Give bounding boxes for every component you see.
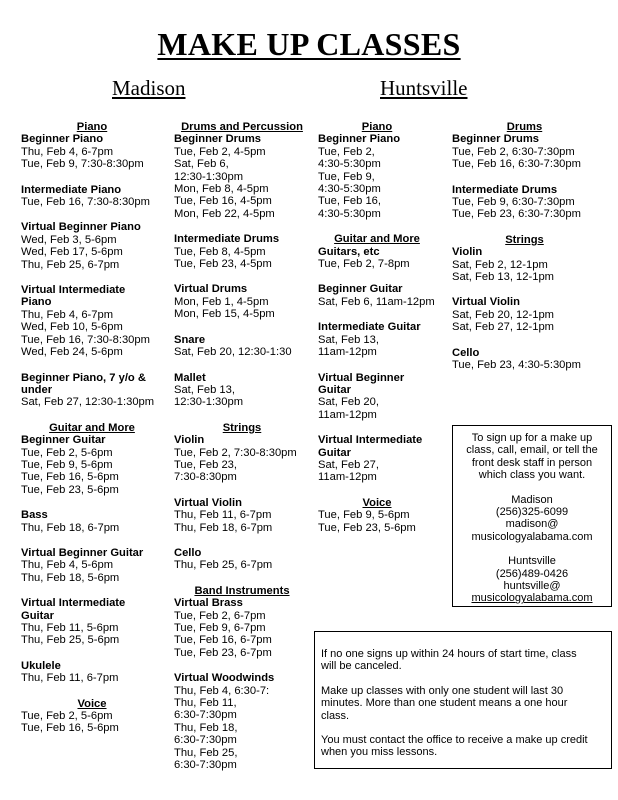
- section-block: [452, 121, 597, 221]
- class-entry: [174, 334, 310, 359]
- text-line: If no one signs up within 24 hours of start time, class: [321, 648, 577, 660]
- class-time: Tue, Feb 9, 6:30-7:30pm: [452, 196, 575, 209]
- text-line: To sign up for a make up: [471, 432, 593, 444]
- class-time: Sat, Feb 20, 12:30-1:30: [174, 346, 292, 359]
- class-time: 4:30-5:30pm: [318, 207, 381, 220]
- class-name: Cello: [452, 346, 480, 359]
- policy-credit: [321, 734, 605, 759]
- class-time: 6:30-7:30pm: [174, 734, 237, 747]
- text-line: musicologyalabama.com: [471, 530, 593, 543]
- text-line: (256)489-0426: [495, 567, 569, 580]
- class-entry: [21, 133, 163, 170]
- text-line: when you miss lessons.: [321, 746, 438, 759]
- text-line: madison@: [505, 518, 559, 531]
- class-time: 4:30-5:30pm: [318, 158, 381, 171]
- signup-intro: [457, 432, 607, 482]
- class-time: Thu, Feb 4, 6-7pm: [21, 308, 114, 321]
- class-name: Cello: [174, 546, 202, 559]
- class-entry: [174, 133, 310, 220]
- class-time: 11am-12pm: [318, 346, 377, 359]
- class-name: Beginner Piano: [21, 133, 104, 146]
- location-madison: Madison: [112, 76, 186, 100]
- section-block: [318, 121, 436, 220]
- class-name: Violin: [452, 246, 483, 259]
- class-name: Virtual Beginner Guitar: [21, 546, 144, 559]
- class-time: Sat, Feb 6, 11am-12pm: [318, 295, 435, 308]
- class-name: Virtual Intermediate: [318, 434, 423, 447]
- class-entry: [318, 133, 436, 220]
- section-header: Drums: [506, 121, 543, 133]
- class-entry: [318, 283, 436, 308]
- class-time: 6:30-7:30pm: [174, 709, 237, 722]
- class-name: Guitar: [318, 383, 351, 396]
- text-line: huntsville@: [503, 580, 561, 593]
- class-name: Guitar: [21, 609, 54, 622]
- class-time: Tue, Feb 16, 6-7pm: [174, 634, 272, 647]
- class-time: Thu, Feb 25, 6-7pm: [174, 559, 273, 572]
- class-entry: [174, 434, 310, 484]
- class-time: Sat, Feb 27, 12-1pm: [452, 321, 554, 334]
- section-header: Strings: [222, 421, 262, 434]
- class-entry: [174, 233, 310, 270]
- huntsville-column-1: [318, 121, 436, 547]
- class-time: Thu, Feb 18, 5-6pm: [21, 571, 120, 584]
- class-entry: [21, 710, 163, 735]
- class-time: Mon, Feb 8, 4-5pm: [174, 183, 269, 196]
- class-time: Thu, Feb 25, 6-7pm: [21, 258, 120, 271]
- class-time: Sat, Feb 27,: [318, 458, 379, 471]
- class-time: Mon, Feb 22, 4-5pm: [174, 207, 275, 220]
- class-entry: [452, 296, 597, 333]
- class-time: Tue, Feb 16, 7:30-8:30pm: [21, 196, 150, 209]
- class-time: Wed, Feb 24, 5-6pm: [21, 346, 123, 359]
- section-header: Guitar and More: [334, 233, 420, 246]
- class-name: Beginner Guitar: [21, 434, 106, 447]
- class-time: Sat, Feb 20, 12-1pm: [452, 308, 554, 321]
- class-name: Virtual Drums: [174, 283, 248, 296]
- class-time: Tue, Feb 23,: [174, 458, 238, 471]
- class-name: Virtual Intermediate: [21, 284, 126, 297]
- text-line: will be canceled.: [321, 660, 402, 673]
- text-line: musicologyalabama.com: [471, 592, 593, 605]
- class-time: Tue, Feb 2,: [318, 145, 375, 158]
- class-name: Bass: [21, 509, 48, 522]
- class-time: 12:30-1:30pm: [174, 396, 244, 409]
- class-entry: [21, 284, 163, 358]
- class-time: Tue, Feb 23, 4-5pm: [174, 258, 272, 271]
- class-time: 6:30-7:30pm: [174, 759, 237, 772]
- class-entry: [21, 547, 163, 584]
- class-entry: [21, 597, 163, 647]
- class-time: Wed, Feb 10, 5-6pm: [21, 321, 123, 334]
- class-entry: [318, 321, 436, 358]
- class-time: Mon, Feb 1, 4-5pm: [174, 295, 269, 308]
- class-time: 11am-12pm: [318, 471, 377, 484]
- class-time: 4:30-5:30pm: [318, 183, 381, 196]
- signup-info-box: [452, 425, 612, 607]
- text-line: class.: [321, 709, 350, 722]
- section-header: Strings: [505, 233, 544, 246]
- class-time: Thu, Feb 11, 6-7pm: [21, 672, 119, 685]
- class-name: Beginner Drums: [174, 133, 262, 146]
- class-time: Thu, Feb 11,: [174, 697, 237, 710]
- section-header: Guitar and More: [49, 421, 135, 434]
- section-header: Piano: [361, 121, 393, 133]
- class-entry: [174, 283, 310, 320]
- class-time: Tue, Feb 16, 7:30-8:30pm: [21, 333, 150, 346]
- class-time: Tue, Feb 9, 5-6pm: [318, 509, 410, 522]
- class-name: Intermediate Drums: [174, 233, 280, 246]
- class-entry: [21, 660, 163, 685]
- text-line: Make up classes with only one student will last 30: [321, 684, 564, 697]
- class-entry: [318, 372, 436, 422]
- class-time: Tue, Feb 2, 7-8pm: [318, 258, 410, 271]
- class-time: Tue, Feb 16,: [318, 195, 382, 208]
- class-entry: [21, 509, 163, 534]
- class-entry: [318, 434, 436, 484]
- class-time: Thu, Feb 18, 6-7pm: [174, 521, 273, 534]
- class-name: Virtual Violin: [452, 296, 520, 309]
- class-time: Tue, Feb 23, 5-6pm: [318, 521, 416, 534]
- class-time: Thu, Feb 4, 5-6pm: [21, 559, 114, 572]
- class-time: Tue, Feb 2, 5-6pm: [21, 710, 113, 723]
- text-line: (256)325-6099: [495, 506, 569, 519]
- class-time: Tue, Feb 16, 4-5pm: [174, 195, 272, 208]
- class-name: Ukulele: [21, 659, 61, 672]
- class-name: Violin: [174, 434, 205, 447]
- class-time: Thu, Feb 4, 6-7pm: [21, 145, 114, 158]
- class-time: Wed, Feb 3, 5-6pm: [21, 233, 117, 246]
- class-time: Tue, Feb 8, 4-5pm: [174, 245, 266, 258]
- text-line: Huntsville: [508, 555, 556, 568]
- section-block: [21, 121, 163, 409]
- class-time: Tue, Feb 23, 6:30-7:30pm: [452, 208, 581, 221]
- class-time: 11am-12pm: [318, 408, 377, 421]
- class-entry: [318, 509, 436, 534]
- class-time: Tue, Feb 9, 6-7pm: [174, 622, 266, 634]
- class-entry: [452, 246, 597, 283]
- class-name: Virtual Beginner Piano: [21, 221, 141, 234]
- class-entry: [452, 184, 597, 221]
- signup-huntsville-contact: [457, 555, 607, 605]
- class-time: Thu, Feb 18, 6-7pm: [21, 521, 120, 534]
- class-name: Beginner Piano: [318, 133, 401, 146]
- text-line: which class you want.: [478, 469, 586, 482]
- class-name: Guitars, etc: [318, 245, 380, 258]
- section-header: Voice: [362, 496, 392, 509]
- class-name: Virtual Intermediate: [21, 597, 126, 610]
- class-time: Tue, Feb 9, 5-6pm: [21, 458, 113, 471]
- class-entry: [174, 497, 310, 534]
- class-entry: [21, 434, 163, 496]
- policy-cancellation: [321, 648, 605, 673]
- class-entry: [452, 347, 597, 372]
- class-time: Thu, Feb 11, 5-6pm: [21, 622, 119, 634]
- class-time: Thu, Feb 4, 6:30-7:: [174, 684, 270, 697]
- text-line: You must contact the office to receive a make up credit: [321, 734, 588, 747]
- class-name: Beginner Piano, 7 y/o &: [21, 371, 146, 384]
- section-header: Voice: [77, 697, 107, 710]
- class-name: Piano: [21, 296, 52, 309]
- class-time: Sat, Feb 27, 12:30-1:30pm: [21, 396, 155, 409]
- class-name: Beginner Drums: [452, 133, 540, 146]
- text-line: front desk staff in person: [471, 456, 593, 469]
- class-entry: [174, 597, 310, 659]
- class-time: Tue, Feb 16, 5-6pm: [21, 471, 119, 484]
- class-time: Tue, Feb 9,: [318, 170, 375, 183]
- class-time: Tue, Feb 2, 6:30-7:30pm: [452, 145, 575, 158]
- class-time: Tue, Feb 23, 5-6pm: [21, 483, 119, 496]
- class-name: under: [21, 383, 53, 396]
- class-time: Tue, Feb 23, 4:30-5:30pm: [452, 359, 581, 372]
- class-time: Thu, Feb 25,: [174, 746, 238, 759]
- signup-madison-contact: [457, 494, 607, 544]
- class-time: Wed, Feb 17, 5-6pm: [21, 246, 123, 259]
- page-title: MAKE UP CLASSES: [157, 26, 461, 62]
- class-name: Snare: [174, 333, 206, 346]
- class-name: Virtual Brass: [174, 597, 243, 610]
- class-time: Thu, Feb 18,: [174, 721, 238, 734]
- class-name: Virtual Violin: [174, 496, 242, 509]
- section-header: Piano: [76, 121, 108, 133]
- class-time: Tue, Feb 2, 6-7pm: [174, 609, 266, 622]
- section-block: [318, 233, 436, 484]
- class-time: Mon, Feb 15, 4-5pm: [174, 308, 275, 321]
- class-entry: [21, 221, 163, 271]
- class-time: Sat, Feb 20,: [318, 396, 379, 409]
- section-header: Drums and Percussion: [181, 121, 303, 133]
- class-time: Tue, Feb 23, 6-7pm: [174, 646, 272, 659]
- class-time: Thu, Feb 11, 6-7pm: [174, 509, 272, 522]
- huntsville-column-2: [452, 121, 597, 385]
- section-block: [174, 585, 310, 772]
- section-block: [174, 121, 310, 409]
- class-entry: [174, 547, 310, 572]
- class-time: Sat, Feb 13, 12-1pm: [452, 271, 554, 284]
- class-time: Tue, Feb 2, 4-5pm: [174, 145, 266, 158]
- madison-column-2: [174, 121, 310, 784]
- class-name: Virtual Woodwinds: [174, 672, 275, 685]
- section-block: [318, 497, 436, 534]
- section-block: [174, 422, 310, 572]
- section-block: [21, 422, 163, 685]
- location-huntsville: Huntsville: [380, 76, 468, 100]
- class-entry: [318, 246, 436, 271]
- class-time: Tue, Feb 16, 6:30-7:30pm: [452, 158, 581, 171]
- class-name: Mallet: [174, 371, 206, 384]
- section-block: [21, 698, 163, 735]
- class-time: Sat, Feb 2, 12-1pm: [452, 258, 548, 271]
- class-entry: [174, 372, 310, 409]
- class-name: Intermediate Guitar: [318, 321, 421, 334]
- class-entry: [21, 184, 163, 209]
- madison-column-1: [21, 121, 163, 748]
- class-name: Beginner Guitar: [318, 283, 403, 296]
- section-block: [452, 234, 597, 372]
- text-line: class, call, email, or tell the: [466, 444, 598, 457]
- text-line: Madison: [511, 493, 553, 506]
- class-name: Guitar: [318, 446, 351, 459]
- class-time: Tue, Feb 2, 7:30-8:30pm: [174, 446, 297, 459]
- class-entry: [452, 133, 597, 170]
- class-time: Thu, Feb 25, 5-6pm: [21, 634, 120, 647]
- class-time: Sat, Feb 6,: [174, 158, 229, 171]
- class-name: Virtual Beginner: [318, 371, 405, 384]
- class-entry: [21, 372, 163, 409]
- class-time: Sat, Feb 13,: [318, 333, 379, 346]
- class-time: 12:30-1:30pm: [174, 170, 244, 183]
- policy-duration: [321, 685, 605, 722]
- class-time: Tue, Feb 9, 7:30-8:30pm: [21, 158, 144, 171]
- class-entry: [174, 672, 310, 771]
- section-header: Band Instruments: [194, 584, 290, 597]
- class-time: Sat, Feb 13,: [174, 383, 235, 396]
- class-time: Tue, Feb 16, 5-6pm: [21, 722, 119, 735]
- class-time: Tue, Feb 2, 5-6pm: [21, 446, 113, 459]
- class-name: Intermediate Piano: [21, 183, 122, 196]
- text-line: minutes. More than one student means a one hour: [321, 697, 568, 710]
- class-name: Intermediate Drums: [452, 183, 558, 196]
- class-time: 7:30-8:30pm: [174, 471, 237, 484]
- policy-box: [314, 631, 612, 769]
